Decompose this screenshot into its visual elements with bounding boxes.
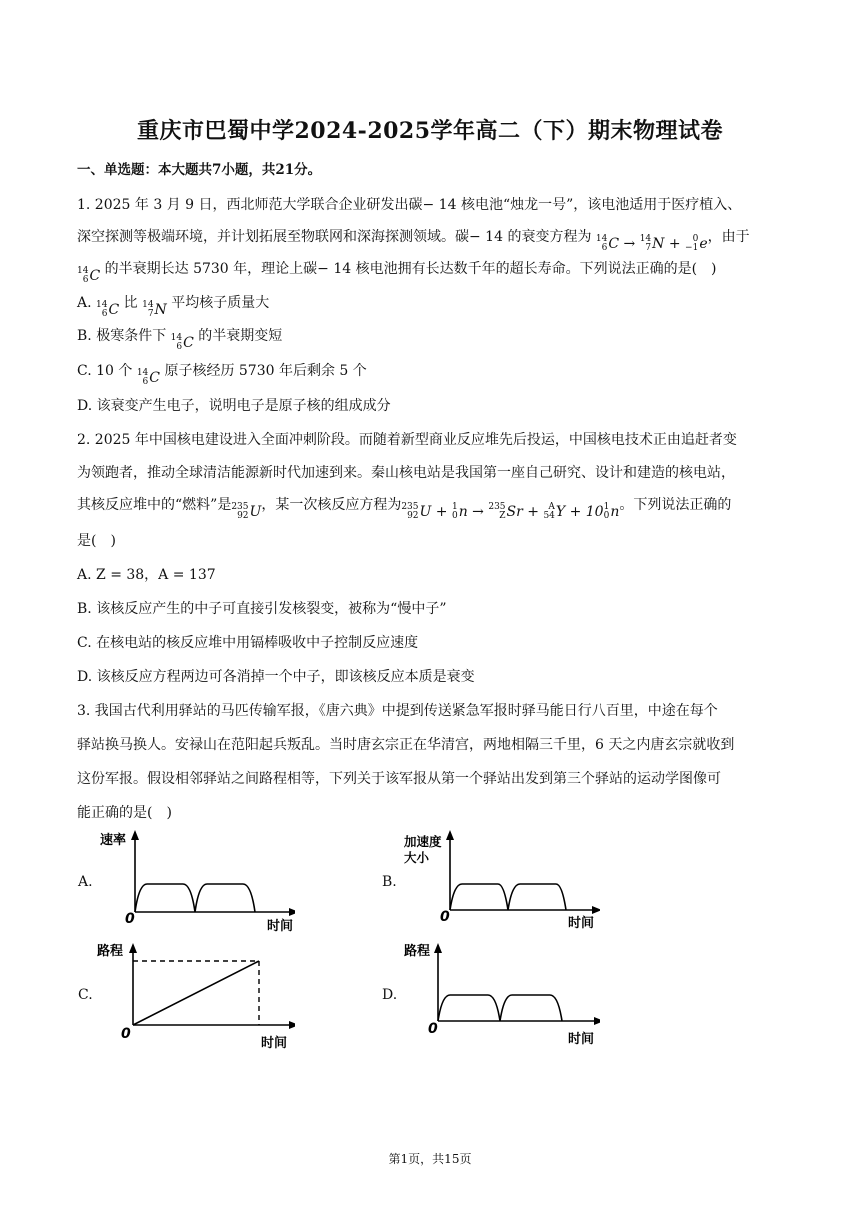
q2-option-a: A. Z = 38，A = 137 xyxy=(77,567,216,583)
graph-a-xlabel: 时间 xyxy=(267,919,294,934)
graph-b-y-arrow xyxy=(446,830,454,840)
graph-c-ylabel: 路程 xyxy=(97,944,124,959)
graph-d-x-arrow xyxy=(594,1017,600,1025)
q1-option-d: D. 该衰变产生电子，说明电子是原子核的组成成分 xyxy=(77,398,391,414)
graph-a-ylabel: 速率 xyxy=(100,833,127,848)
page-footer: 第1页，共15页 xyxy=(388,1152,472,1166)
graph-c-x-arrow xyxy=(289,1021,295,1029)
q1-option-b: B. 极寒条件下 14 6 C 的半衰期变短 xyxy=(77,328,283,352)
graph-d-origin: 0 xyxy=(428,1021,438,1037)
q1-decay-equation: 14 6 C → 14 7 N + 0 −1 e xyxy=(595,234,708,253)
graph-a-origin: 0 xyxy=(125,911,135,927)
graph-d-xlabel: 时间 xyxy=(568,1032,595,1047)
q1-line3 xyxy=(77,258,783,285)
q2-line4: 是( ) xyxy=(77,533,116,549)
graph-d-ylabel: 路程 xyxy=(404,944,431,959)
q1-line2-text: 深空探测等极端环境，并计划拓展至物联网和深海探测领域。碳− 14 的衰变方程为 xyxy=(77,229,592,245)
graph-c xyxy=(95,937,295,1052)
q3-line4: 能正确的是( ) xyxy=(77,805,172,821)
q2-option-b: B. 该核反应产生的中子可直接引发核裂变，被称为“慢中子” xyxy=(77,601,447,617)
graph-d-label: D. xyxy=(382,987,398,1003)
graph-b-label: B. xyxy=(382,874,397,890)
q3-line3: 这份军报。假设相邻驿站之间路程相等，下列关于该军报从第一个驿站出发到第三个驿站的运动学图像可 xyxy=(77,771,721,787)
graph-b xyxy=(400,826,600,936)
q1-line2 xyxy=(77,226,783,253)
q3-line2: 驿站换马换人。安禄山在范阳起兵叛乱。当时唐玄宗正在华清宫，两地相隔三千里，6 天之内唐玄宗就收到 xyxy=(77,737,735,753)
q1-line3-text: 的半衰期长达 5730 年，理论上碳− 14 核电池拥有长达数千年的超长寿命。下列说法正确的是( ) xyxy=(104,261,717,277)
graph-b-ylabel-line2: 大小 xyxy=(404,850,430,865)
graph-a-x-arrow xyxy=(289,908,295,916)
q2-option-c: C. 在核电站的核反应堆中用镉棒吸收中子控制反应速度 xyxy=(77,635,419,651)
section-heading: 一、单选题：本大题共7小题，共21分。 xyxy=(77,162,322,178)
page-title: 重庆市巴蜀中学2024-2025学年高二（下）期末物理试卷 xyxy=(136,118,724,144)
graph-b-curve xyxy=(450,884,566,910)
graph-c-label: C. xyxy=(78,987,93,1003)
q2-line3: 其核反应堆中的“燃料”是 235 92 U，某一次核反应方程为 235 92 U + 1 0 n → 235 Z Sr + A 54 Y + 10 1 0 n。下列说法正确的 xyxy=(77,497,732,521)
graph-a-label: A. xyxy=(78,874,93,890)
q1-carbon-symbol: 14 6 C xyxy=(77,266,101,285)
q2-line2: 为领跑者，推动全球清洁能源新时代加速到来。秦山核电站是我国第一座自己研究、设计和建造的核电站， xyxy=(77,465,735,481)
graph-a-y-arrow xyxy=(131,830,139,840)
graph-b-xlabel: 时间 xyxy=(568,916,595,931)
graph-d-curve xyxy=(438,995,562,1021)
graph-c-y-arrow xyxy=(129,943,137,953)
graph-b-ylabel-line1: 加速度 xyxy=(404,834,442,849)
q2-reaction-equation: 235 92 U + 1 0 n → 235 Z Sr + A 54 Y + 10 1 0 n xyxy=(401,502,620,521)
graph-c-line xyxy=(133,961,259,1025)
graph-a xyxy=(95,826,295,936)
graph-c-xlabel: 时间 xyxy=(261,1036,288,1051)
q2-option-d: D. 该核反应方程两边可各消掉一个中子，即该核反应本质是衰变 xyxy=(77,669,475,685)
q1-line2-tail: ，由于 xyxy=(707,229,750,245)
graph-a-curve xyxy=(135,884,255,912)
graph-d xyxy=(400,937,600,1052)
graph-b-x-arrow xyxy=(592,906,600,914)
graph-c-origin: 0 xyxy=(121,1026,131,1042)
q3-line1: 3. 我国古代利用驿站的马匹传输军报，《唐六典》中提到传送紧急军报时驿马能日行八百里，中途在每个 xyxy=(77,703,718,719)
graph-d-y-arrow xyxy=(434,943,442,953)
q1-option-c: C. 10 个 14 6 C 原子核经历 5730 年后剩余 5 个 xyxy=(77,363,367,387)
q1-line1: 1. 2025 年 3 月 9 日，西北师范大学联合企业研发出碳− 14 核电池“烛龙一号”，该电池适用于医疗植入、 xyxy=(77,197,742,213)
q2-line1: 2. 2025 年中国核电建设进入全面冲刺阶段。而随着新型商业反应堆先后投运，中国核电技术正由追赶者变 xyxy=(77,432,737,448)
q1-option-a: A. 14 6 C 比 14 7 N 平均核子质量大 xyxy=(77,295,270,319)
graph-b-origin: 0 xyxy=(440,909,450,925)
